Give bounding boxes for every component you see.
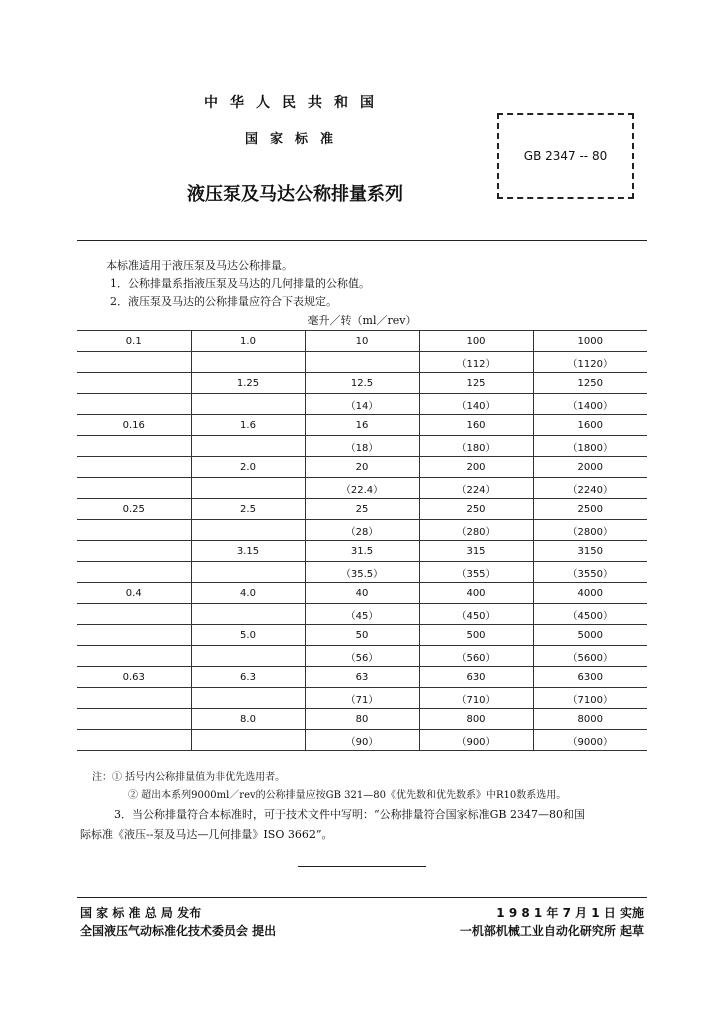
table-row — [77, 730, 647, 751]
table-cell: （280） — [419, 520, 533, 541]
table-cell — [77, 541, 191, 562]
table-cell — [191, 688, 305, 709]
table-cell — [77, 709, 191, 730]
table-row — [77, 478, 647, 499]
table-cell — [191, 436, 305, 457]
table-cell: （28） — [305, 520, 419, 541]
table-cell: （2800） — [533, 520, 647, 541]
table-cell — [77, 604, 191, 625]
note-2: ② 超出本系列9000ml／rev的公称排量应按GB 321—80《优先数和优先数系》中R10数系选用。 — [128, 790, 567, 801]
table-cell: （1800） — [533, 436, 647, 457]
table-cell — [191, 394, 305, 415]
table-cell: 6.3 — [191, 667, 305, 688]
table-cell: 80 — [305, 709, 419, 730]
table-cell — [77, 436, 191, 457]
table-cell — [191, 604, 305, 625]
table-cell: 250 — [419, 499, 533, 520]
table-cell — [77, 457, 191, 478]
table-cell: （14） — [305, 394, 419, 415]
table-cell: 50 — [305, 625, 419, 646]
table-cell: 0.1 — [77, 331, 191, 352]
table-cell: （3550） — [533, 562, 647, 583]
table-cell: 1.25 — [191, 373, 305, 394]
table-cell — [77, 646, 191, 667]
table-cell: （140） — [419, 394, 533, 415]
note-1: 注：① 括号内公称排量值为非优先选用者。 — [92, 772, 286, 783]
table-cell: （1120） — [533, 352, 647, 373]
table-cell: 3150 — [533, 541, 647, 562]
table-cell: 1000 — [533, 331, 647, 352]
standard-number: GB 2347 -- 80 — [523, 149, 608, 163]
table-cell: 25 — [305, 499, 419, 520]
table-cell: 2500 — [533, 499, 647, 520]
table-cell — [305, 352, 419, 373]
drafter-text: 一机部机械工业自动化研究所 起草 — [459, 924, 644, 938]
table-cell: 160 — [419, 415, 533, 436]
table-cell: （35.5） — [305, 562, 419, 583]
table-cell: （9000） — [533, 730, 647, 751]
table-cell: （4500） — [533, 604, 647, 625]
table-cell: 2.5 — [191, 499, 305, 520]
table-cell: 8.0 — [191, 709, 305, 730]
table-cell — [191, 730, 305, 751]
table-cell: 1.6 — [191, 415, 305, 436]
table-cell: 100 — [419, 331, 533, 352]
note-3-line-1: 3．当公称排量符合本标准时，可于技术文件中写明：“公称排量符合国家标准GB 2347—80和国 — [114, 808, 585, 821]
table-cell: （1400） — [533, 394, 647, 415]
issuer-text: 国 家 标 准 总 局 发布 — [80, 906, 202, 920]
document-title: 液压泵及马达公称排量系列 — [187, 184, 403, 205]
table-cell: （7100） — [533, 688, 647, 709]
table-cell: （71） — [305, 688, 419, 709]
table-cell: （18） — [305, 436, 419, 457]
footer-divider — [77, 897, 647, 898]
table-cell: （710） — [419, 688, 533, 709]
table-cell: 16 — [305, 415, 419, 436]
table-cell: 4000 — [533, 583, 647, 604]
country-heading: 中华人民共和国 — [204, 95, 386, 111]
table-cell: （90） — [305, 730, 419, 751]
table-cell: （5600） — [533, 646, 647, 667]
table-cell — [77, 373, 191, 394]
effective-date-text: 1 9 8 1 年 7 月 1 日 实施 — [496, 906, 644, 920]
table-cell: 0.63 — [77, 667, 191, 688]
table-row — [77, 709, 647, 730]
table-cell: 200 — [419, 457, 533, 478]
table-cell: 1.0 — [191, 331, 305, 352]
table-cell: （224） — [419, 478, 533, 499]
table-cell: （560） — [419, 646, 533, 667]
table-cell — [77, 625, 191, 646]
table-cell: 0.25 — [77, 499, 191, 520]
standard-type-heading: 国家标准 — [244, 132, 345, 147]
table-cell: 4.0 — [191, 583, 305, 604]
table-cell — [77, 352, 191, 373]
table-row — [77, 457, 647, 478]
table-cell: （355） — [419, 562, 533, 583]
table-cell — [77, 730, 191, 751]
table-cell: 400 — [419, 583, 533, 604]
table-row — [77, 394, 647, 415]
table-cell: 125 — [419, 373, 533, 394]
table-cell — [191, 478, 305, 499]
table-cell — [77, 520, 191, 541]
table-row — [77, 583, 647, 604]
table-cell: 0.16 — [77, 415, 191, 436]
intro-line-2: 1．公称排量系指液压泵及马达的几何排量的公称值。 — [110, 277, 370, 290]
intro-line-3: 2．液压泵及马达的公称排量应符合下表规定。 — [110, 295, 337, 308]
table-cell — [77, 562, 191, 583]
table-cell: 2000 — [533, 457, 647, 478]
table-cell — [191, 352, 305, 373]
table-cell: （112） — [419, 352, 533, 373]
table-row — [77, 520, 647, 541]
table-cell: 1250 — [533, 373, 647, 394]
table-cell: 20 — [305, 457, 419, 478]
table-cell: 0.4 — [77, 583, 191, 604]
table-cell: 40 — [305, 583, 419, 604]
table-cell: 63 — [305, 667, 419, 688]
table-row — [77, 604, 647, 625]
table-row — [77, 541, 647, 562]
table-cell: 2.0 — [191, 457, 305, 478]
table-cell: 315 — [419, 541, 533, 562]
proposer-text: 全国液压气动标准化技术委员会 提出 — [80, 924, 277, 938]
table-cell: 5.0 — [191, 625, 305, 646]
table-row — [77, 499, 647, 520]
table-cell: （180） — [419, 436, 533, 457]
header-divider — [77, 240, 647, 241]
note-3-line-2: 际标准《液压--泵及马达—几何排量》ISO 3662”。 — [80, 828, 333, 841]
table-row — [77, 436, 647, 457]
table-cell: 5000 — [533, 625, 647, 646]
table-cell: （2240） — [533, 478, 647, 499]
table-cell: 12.5 — [305, 373, 419, 394]
table-cell — [77, 688, 191, 709]
table-cell: 1600 — [533, 415, 647, 436]
table-cell — [191, 520, 305, 541]
table-cell — [77, 394, 191, 415]
table-cell: 800 — [419, 709, 533, 730]
table-cell: 10 — [305, 331, 419, 352]
table-cell: （22.4） — [305, 478, 419, 499]
table-cell: （45） — [305, 604, 419, 625]
table-cell — [77, 478, 191, 499]
table-row — [77, 562, 647, 583]
intro-line-1: 本标准适用于液压泵及马达公称排量。 — [106, 259, 293, 272]
table-row — [77, 415, 647, 436]
table-cell: （450） — [419, 604, 533, 625]
table-row — [77, 373, 647, 394]
table-row — [77, 352, 647, 373]
table-row — [77, 331, 647, 352]
table-row — [77, 667, 647, 688]
table-row — [77, 688, 647, 709]
end-rule — [298, 866, 426, 867]
table-cell: 8000 — [533, 709, 647, 730]
table-cell: 31.5 — [305, 541, 419, 562]
table-row — [77, 646, 647, 667]
table-unit-caption: 毫升／转（ml／rev） — [307, 314, 417, 327]
table-cell: 500 — [419, 625, 533, 646]
table-cell: 6300 — [533, 667, 647, 688]
table-cell — [191, 646, 305, 667]
table-row — [77, 625, 647, 646]
table-cell: （56） — [305, 646, 419, 667]
table-cell — [191, 562, 305, 583]
displacement-table — [77, 330, 647, 751]
table-cell: 3.15 — [191, 541, 305, 562]
table-cell: 630 — [419, 667, 533, 688]
table-cell: （900） — [419, 730, 533, 751]
